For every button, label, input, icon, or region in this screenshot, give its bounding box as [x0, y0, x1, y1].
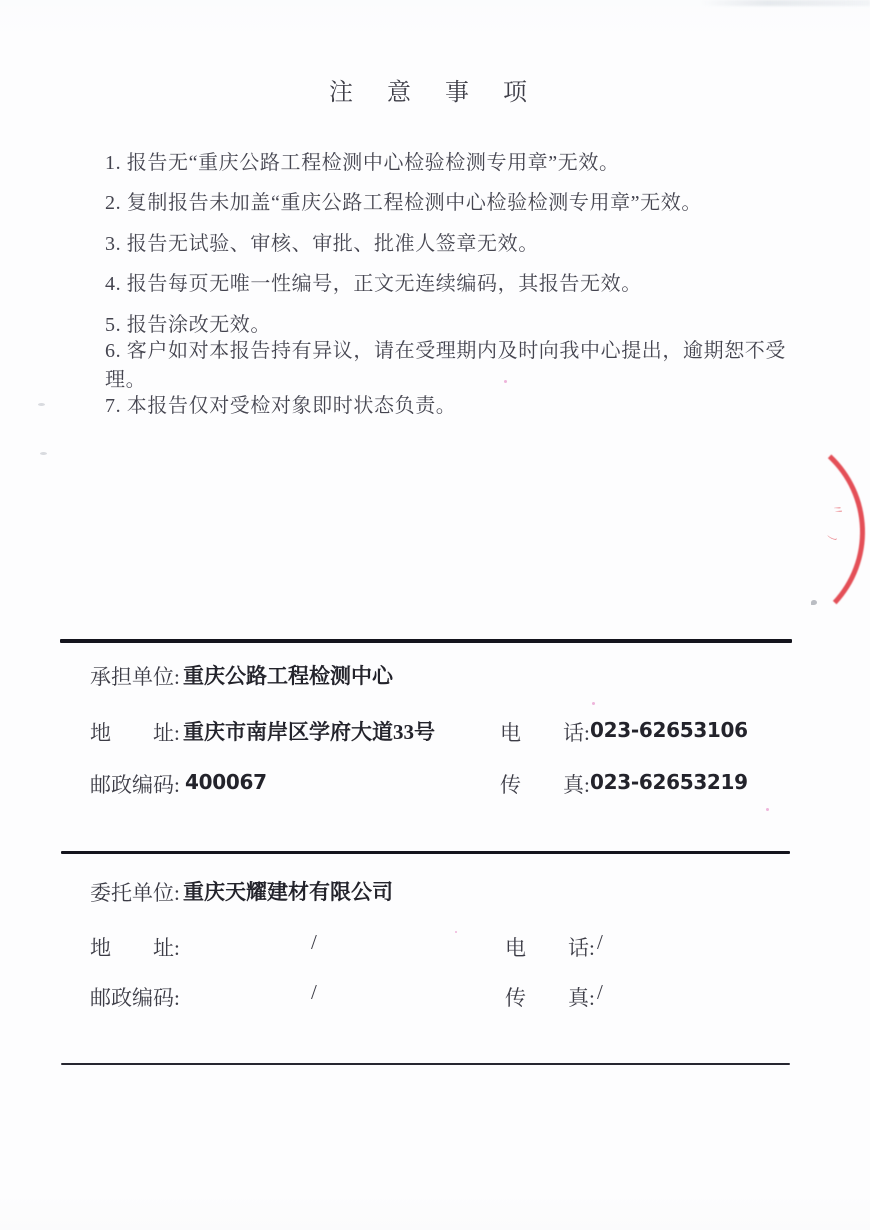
note-item-5: 5. 报告涂改无效。: [105, 313, 271, 336]
scan-speck: [766, 808, 769, 811]
undertaker-org-value: 重庆公路工程检测中心: [183, 664, 393, 688]
undertaker-fax-value: 023-62653219: [590, 770, 748, 794]
undertaker-address-value: 重庆市南岸区学府大道33号: [183, 720, 435, 744]
undertaker-postcode-label: 邮政编码:: [90, 773, 180, 797]
client-fax-label: 传 真:: [505, 986, 595, 1010]
notes-list: [105, 140, 805, 424]
divider-top: [60, 639, 792, 643]
client-phone-value: /: [597, 930, 603, 954]
note-item-3: 3. 报告无试验、审核、审批、批准人签章无效。: [105, 232, 539, 255]
client-phone-label: 电 话:: [505, 936, 595, 960]
red-stamp-mark: 〃: [827, 501, 847, 520]
client-fax-value: /: [597, 980, 603, 1004]
divider-middle: [61, 851, 790, 854]
note-item-2: 2. 复制报告未加盖“重庆公路工程检测中心检验检测专用章”无效。: [105, 192, 702, 215]
client-address-value: /: [311, 930, 317, 954]
undertaker-postcode-value: 400067: [185, 770, 267, 794]
client-org-value: 重庆天耀建材有限公司: [183, 880, 393, 904]
note-item-7: 7. 本报告仅对受检对象即时状态负责。: [105, 394, 457, 417]
note-item-6: 6. 客户如对本报告持有异议，请在受理期内及时向我中心提出，逾期恕不受理。: [105, 339, 786, 391]
client-postcode-label: 邮政编码:: [90, 986, 180, 1010]
scan-speck: [38, 403, 45, 406]
page-title: 注 意 事 项: [329, 80, 541, 106]
client-postcode-value: /: [311, 980, 317, 1004]
undertaker-address-label: 地 址:: [90, 721, 180, 745]
client-org-label: 委托单位:: [90, 881, 180, 905]
note-item-1: 1. 报告无“重庆公路工程检测中心检验检测专用章”无效。: [105, 151, 620, 174]
scan-speck: [592, 702, 595, 705]
scan-speck: [455, 931, 457, 933]
divider-bottom: [61, 1063, 790, 1065]
undertaker-org-label: 承担单位:: [90, 665, 180, 689]
note-item-4: 4. 报告每页无唯一性编号，正文无连续编码，其报告无效。: [105, 273, 642, 296]
scan-speck: [40, 452, 47, 455]
scan-speck: [504, 380, 507, 383]
undertaker-fax-label: 传 真:: [500, 773, 590, 797]
undertaker-phone-value: 023-62653106: [590, 718, 748, 742]
scan-speck: [811, 600, 817, 605]
scan-smudge: [700, 0, 870, 6]
client-address-label: 地 址:: [90, 936, 180, 960]
undertaker-phone-label: 电 话:: [500, 721, 590, 745]
red-stamp-mark: ノ: [824, 531, 840, 546]
